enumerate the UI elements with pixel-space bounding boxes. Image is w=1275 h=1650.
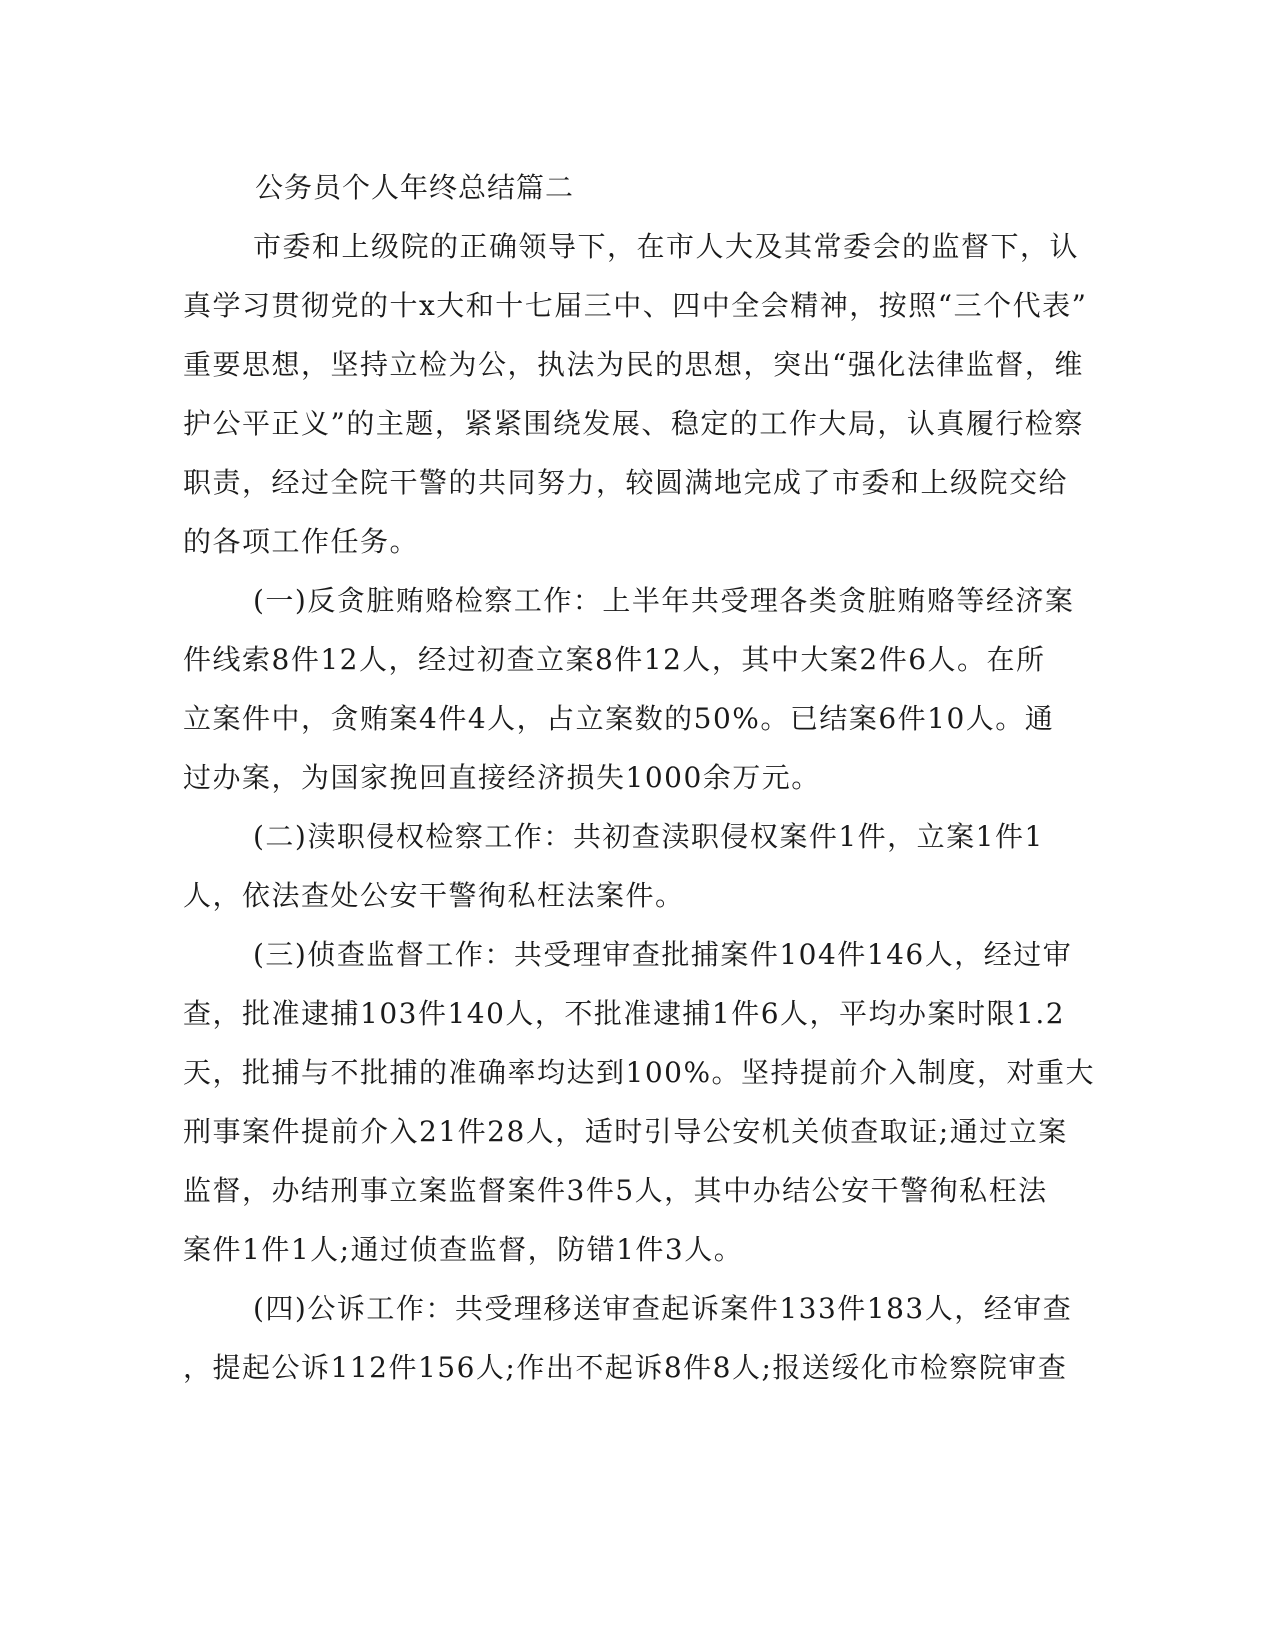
text-line: 天，批捕与不批捕的准确率均达到100%。坚持提前介入制度，对重大 [183, 1056, 1096, 1089]
text-line: 查，批准逮捕103件140人，不批准逮捕1件6人，平均办案时限1.2 [183, 997, 1066, 1030]
text-line: 案件1件1人;通过侦查监督，防错1件3人。 [183, 1233, 744, 1266]
text-line: 的各项工作任务。 [183, 525, 420, 558]
text-line: 人，依法查处公安干警徇私枉法案件。 [183, 879, 685, 912]
text-line: (一)反贪脏贿赂检察工作：上半年共受理各类贪脏贿赂等经济案 [253, 584, 1075, 617]
text-line: (三)侦查监督工作：共受理审查批捕案件104件146人，经过审 [253, 938, 1073, 971]
text-line: 件线索8件12人，经过初查立案8件12人，其中大案2件6人。在所 [183, 643, 1046, 676]
document-title: 公务员个人年终总结篇二 [255, 171, 575, 204]
text-line: ，提起公诉112件156人;作出不起诉8件8人;报送绥化市检察院审查 [183, 1351, 1068, 1384]
text-line: 市委和上级院的正确领导下，在市人大及其常委会的监督下，认 [253, 230, 1080, 263]
paragraph-prosecution [183, 1279, 1073, 1397]
text-line: 过办案，为国家挽回直接经济损失1000余万元。 [183, 761, 821, 794]
text-line: (四)公诉工作：共受理移送审查起诉案件133件183人，经审查 [253, 1292, 1073, 1325]
document-body [183, 158, 1096, 1397]
paragraph-anti-corruption [183, 571, 1075, 807]
text-line: 职责，经过全院干警的共同努力，较圆满地完成了市委和上级院交给 [183, 466, 1069, 499]
paragraph-malfeasance [183, 807, 1043, 925]
text-line: 护公平正义”的主题，紧紧围绕发展、稳定的工作大局，认真履行检察 [183, 407, 1084, 440]
text-line: 真学习贯彻党的十x大和十七届三中、四中全会精神，按照“三个代表” [183, 289, 1088, 322]
text-line: 监督，办结刑事立案监督案件3件5人，其中办结公安干警徇私枉法 [183, 1174, 1048, 1207]
text-line: 重要思想，坚持立检为公，执法为民的思想，突出“强化法律监督，维 [183, 348, 1084, 381]
text-line: 立案件中，贪贿案4件4人，占立案数的50%。已结案6件10人。通 [183, 702, 1055, 735]
text-line: (二)渎职侵权检察工作：共初查渎职侵权案件1件，立案1件1 [253, 820, 1044, 853]
paragraph-intro [183, 217, 1088, 571]
text-line: 刑事案件提前介入21件28人，适时引导公安机关侦查取证;通过立案 [183, 1115, 1068, 1148]
paragraph-investigation-supervision [183, 925, 1096, 1279]
